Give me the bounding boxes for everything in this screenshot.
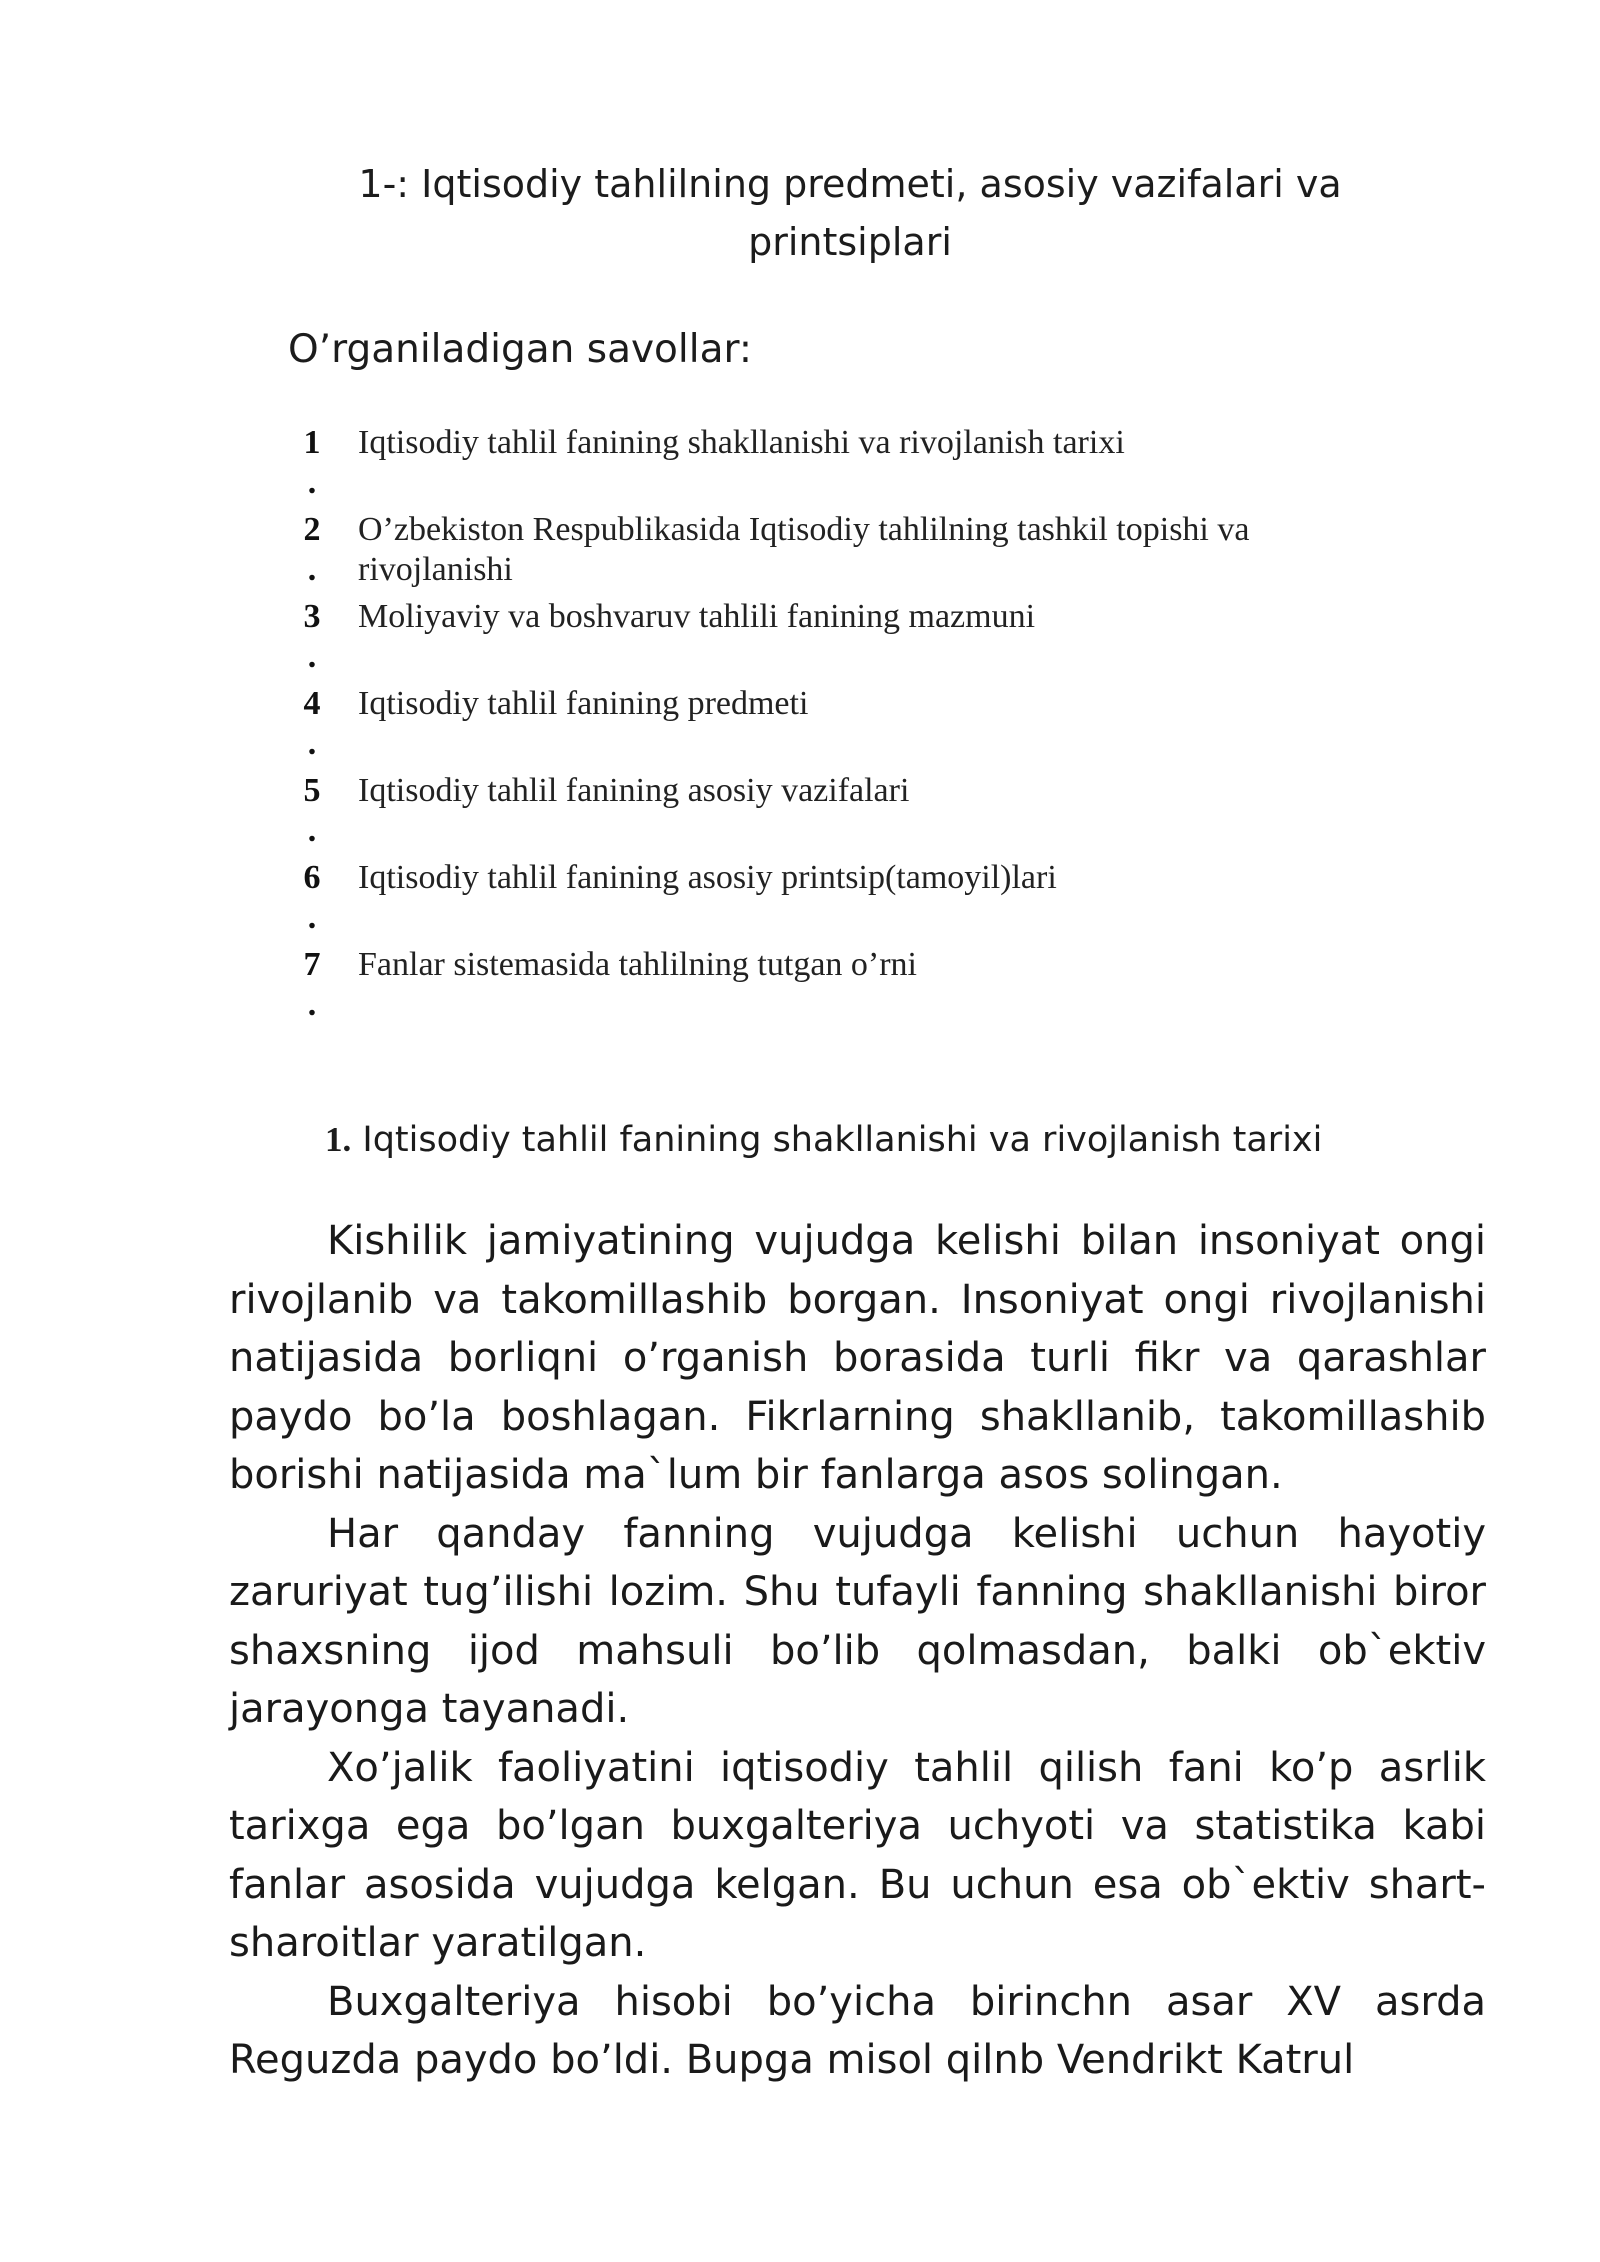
section-title: Iqtisodiy tahlil fanining shakllanishi va rivojlanish tarixi — [362, 1120, 1323, 1160]
page-title — [350, 155, 1350, 271]
section-heading — [325, 1117, 1322, 1163]
question-number: 5 . — [303, 772, 321, 849]
page-title-line-1: 1-: Iqtisodiy tahlilning predmeti, asosiy vazifalari va — [358, 162, 1342, 206]
page-title-line-2: printsiplari — [748, 220, 952, 264]
question-text: Iqtisodiy tahlil fanining asosiy vazifalari — [358, 772, 910, 809]
question-number: 3 . — [303, 598, 321, 675]
question-text: Moliyaviy va boshvaruv tahlili fanining mazmuni — [358, 598, 1036, 635]
body-text — [229, 1212, 1486, 2090]
question-number: 1 . — [303, 424, 321, 501]
question-number: 2 . — [303, 511, 321, 588]
section-number: 1. — [325, 1120, 352, 1159]
paragraph: Kishilik jamiyatining vujudga kelishi bilan insoniyat ongi rivojlanib va takomillashib borgan. Insoniyat ongi rivojlanishi natijasida borliqni o’rganish borasida turli fikr va qarashlar paydo bo’la boshlagan. Fikrlarning shakllanib, takomillashib borishi natijasida ma`lum bir fanlarga asos solingan. — [229, 1218, 1486, 1498]
questions-heading: O’rganiladigan savollar: — [288, 327, 752, 372]
question-number: 6 . — [303, 859, 321, 936]
question-text: Iqtisodiy tahlil fanining predmeti — [358, 685, 809, 722]
question-text: Iqtisodiy tahlil fanining asosiy printsip(tamoyil)lari — [358, 859, 1057, 896]
question-text: Fanlar sistemasida tahlilning tutgan o’rni — [358, 946, 918, 983]
paragraph: Buxgalteriya hisobi bo’yicha birinchn asar XV asrda Reguzda paydo bo’ldi. Bupga misol qilnb Vendrikt Katrul — [229, 1978, 1486, 2083]
paragraph: Har qanday fanning vujudga kelishi uchun hayotiy zaruriyat tug’ilishi lozim. Shu tufayli fanning shakllanishi biror shaxsning ijod mahsuli bo’lib qolmasdan, balki ob`ektiv jarayonga tayanadi. — [229, 1510, 1486, 1732]
question-number: 4 . — [303, 685, 321, 762]
question-text: O’zbekiston Respublikasida Iqtisodiy tahlilning tashkil topishi va rivojlanishi — [358, 511, 1250, 588]
paragraph: Xo’jalik faoliyatini iqtisodiy tahlil qilish fani ko’p asrlik tarixga ega bo’lgan buxgalteriya uchyoti va statistika kabi fanlar asosida vujudga kelgan. Bu uchun esa ob`ektiv shart-sharoitlar yaratilgan. — [229, 1744, 1486, 1966]
question-text: Iqtisodiy tahlil fanining shakllanishi va rivojlanish tarixi — [358, 424, 1125, 461]
question-number: 7 . — [303, 946, 321, 1023]
